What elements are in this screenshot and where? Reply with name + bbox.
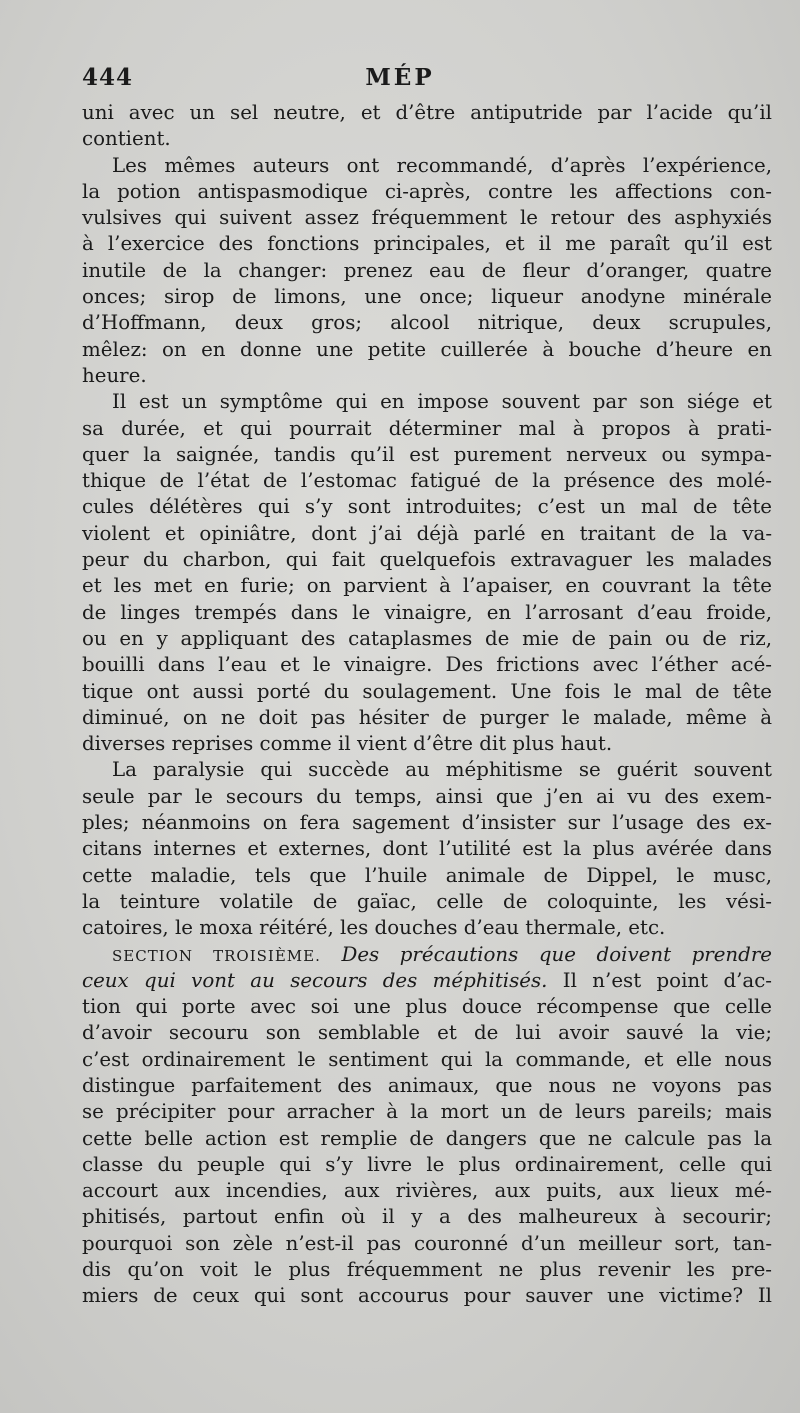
text-line: à l’exercice des fonctions principales, et il me paraît qu’il est	[82, 232, 772, 256]
text-line: accourt aux incendies, aux rivières, aux puits, aux lieux mé-	[82, 1179, 772, 1203]
text-line: cules délétères qui s’y sont introduites; c’est un mal de tête	[82, 495, 772, 519]
section-heading-line	[82, 942, 772, 968]
text-line: quer la saignée, tandis qu’il est purement nerveux ou sympa-	[82, 442, 772, 466]
text-line: bouilli dans l’eau et le vinaigre. Des frictions avec l’éther acé-	[82, 653, 772, 677]
text-line: cette belle action est remplie de dangers que ne calcule pas la	[82, 1126, 772, 1150]
text-line: la potion antispasmodique ci-après, contre les affections con-	[82, 179, 772, 203]
text-line: sa durée, et qui pourrait déterminer mal à propos à prati-	[82, 416, 772, 440]
text-line: de linges trempés dans le vinaigre, en l’arrosant d’eau froide,	[82, 600, 772, 624]
section-text: Il n’est point d’ac-	[547, 968, 772, 992]
text-line: contient.	[82, 127, 171, 151]
text-line: tion qui porte avec soi une plus douce récompense que celle	[82, 995, 772, 1019]
text-line: Il est un symptôme qui en impose souvent par son siége et	[112, 390, 772, 414]
text-line: et les met en furie; on parvient à l’apaiser, en couvrant la tête	[82, 574, 772, 598]
text-line: vulsives qui suivent assez fréquemment le retour des asphyxiés	[82, 206, 772, 230]
text-line: diverses reprises comme il vient d’être dit plus haut.	[82, 732, 613, 756]
text-line: phitisés, partout enfin où il y a des malheureux à secourir;	[82, 1205, 772, 1229]
text-line: thique de l’état de l’estomac fatigué de la présence des molé-	[82, 469, 772, 493]
text-line: la teinture volatile de gaïac, celle de coloquinte, les vési-	[82, 889, 772, 913]
text-line: cette maladie, tels que l’huile animale de Dippel, le musc,	[82, 863, 772, 887]
section-heading-line	[82, 968, 772, 994]
running-head: MÉP	[365, 64, 435, 91]
section-title: ceux qui vont au secours des méphitisés.	[82, 968, 548, 992]
text-line: classe du peuple qui s’y livre le plus ordinairement, celle qui	[82, 1152, 772, 1176]
text-line: Les mêmes auteurs ont recommandé, d’après l’expérience,	[112, 153, 772, 177]
text-line: pourquoi son zèle n’est-il pas couronné d’un meilleur sort, tan-	[82, 1231, 772, 1255]
text-line: d’Hoffmann, deux gros; alcool nitrique, deux scrupules,	[82, 311, 772, 335]
text-line: uni avec un sel neutre, et d’être antiputride par l’acide qu’il	[82, 101, 772, 124]
text-line: seule par le secours du temps, ainsi que j’en ai vu des exem-	[82, 784, 772, 808]
text-line: miers de ceux qui sont accourus pour sauver une victime? Il	[82, 1284, 772, 1308]
text-line: distingue parfaitement des animaux, que nous ne voyons pas	[82, 1073, 772, 1097]
text-line: c’est ordinairement le sentiment qui la commande, et elle nous	[82, 1047, 772, 1071]
text-line: se précipiter pour arracher à la mort un de leurs pareils; mais	[82, 1100, 772, 1124]
page-header	[82, 64, 718, 96]
text-line: d’avoir secouru son semblable et de lui avoir sauvé la vie;	[82, 1021, 772, 1045]
text-line: peur du charbon, qui fait quelquefois extravaguer les malades	[82, 548, 772, 572]
section-label: SECTION TROISIÈME.	[112, 946, 321, 965]
section-title: Des précautions que doivent prendre	[341, 942, 772, 966]
text-line: La paralysie qui succède au méphitisme se guérit souvent	[112, 758, 772, 782]
text-line: heure.	[82, 363, 147, 387]
text-line: ou en y appliquant des cataplasmes de mie de pain ou de riz,	[82, 626, 772, 650]
text-line: inutile de la changer: prenez eau de fleur d’oranger, quatre	[82, 258, 772, 282]
text-line: catoires, le moxa réitéré, les douches d’eau thermale, etc.	[82, 916, 666, 940]
text-line: diminué, on ne doit pas hésiter de purger le malade, même à	[82, 705, 772, 729]
text-line: citans internes et externes, dont l’utilité est la plus avérée dans	[82, 837, 772, 861]
text-line: violent et opiniâtre, dont j’ai déjà parlé en traitant de la va-	[82, 521, 772, 545]
text-line: onces; sirop de limons, une once; liqueur anodyne minérale	[82, 285, 772, 309]
page-number: 444	[82, 64, 134, 91]
text-line: tique ont aussi porté du soulagement. Une fois le mal de tête	[82, 679, 772, 703]
text-line: dis qu’on voit le plus fréquemment ne plus revenir les pre-	[82, 1258, 772, 1282]
text-line: ples; néanmoins on fera sagement d’insister sur l’usage des ex-	[82, 811, 772, 835]
body-text	[82, 100, 772, 1310]
text-line: mêlez: on en donne une petite cuillerée à bouche d’heure en	[82, 337, 772, 361]
